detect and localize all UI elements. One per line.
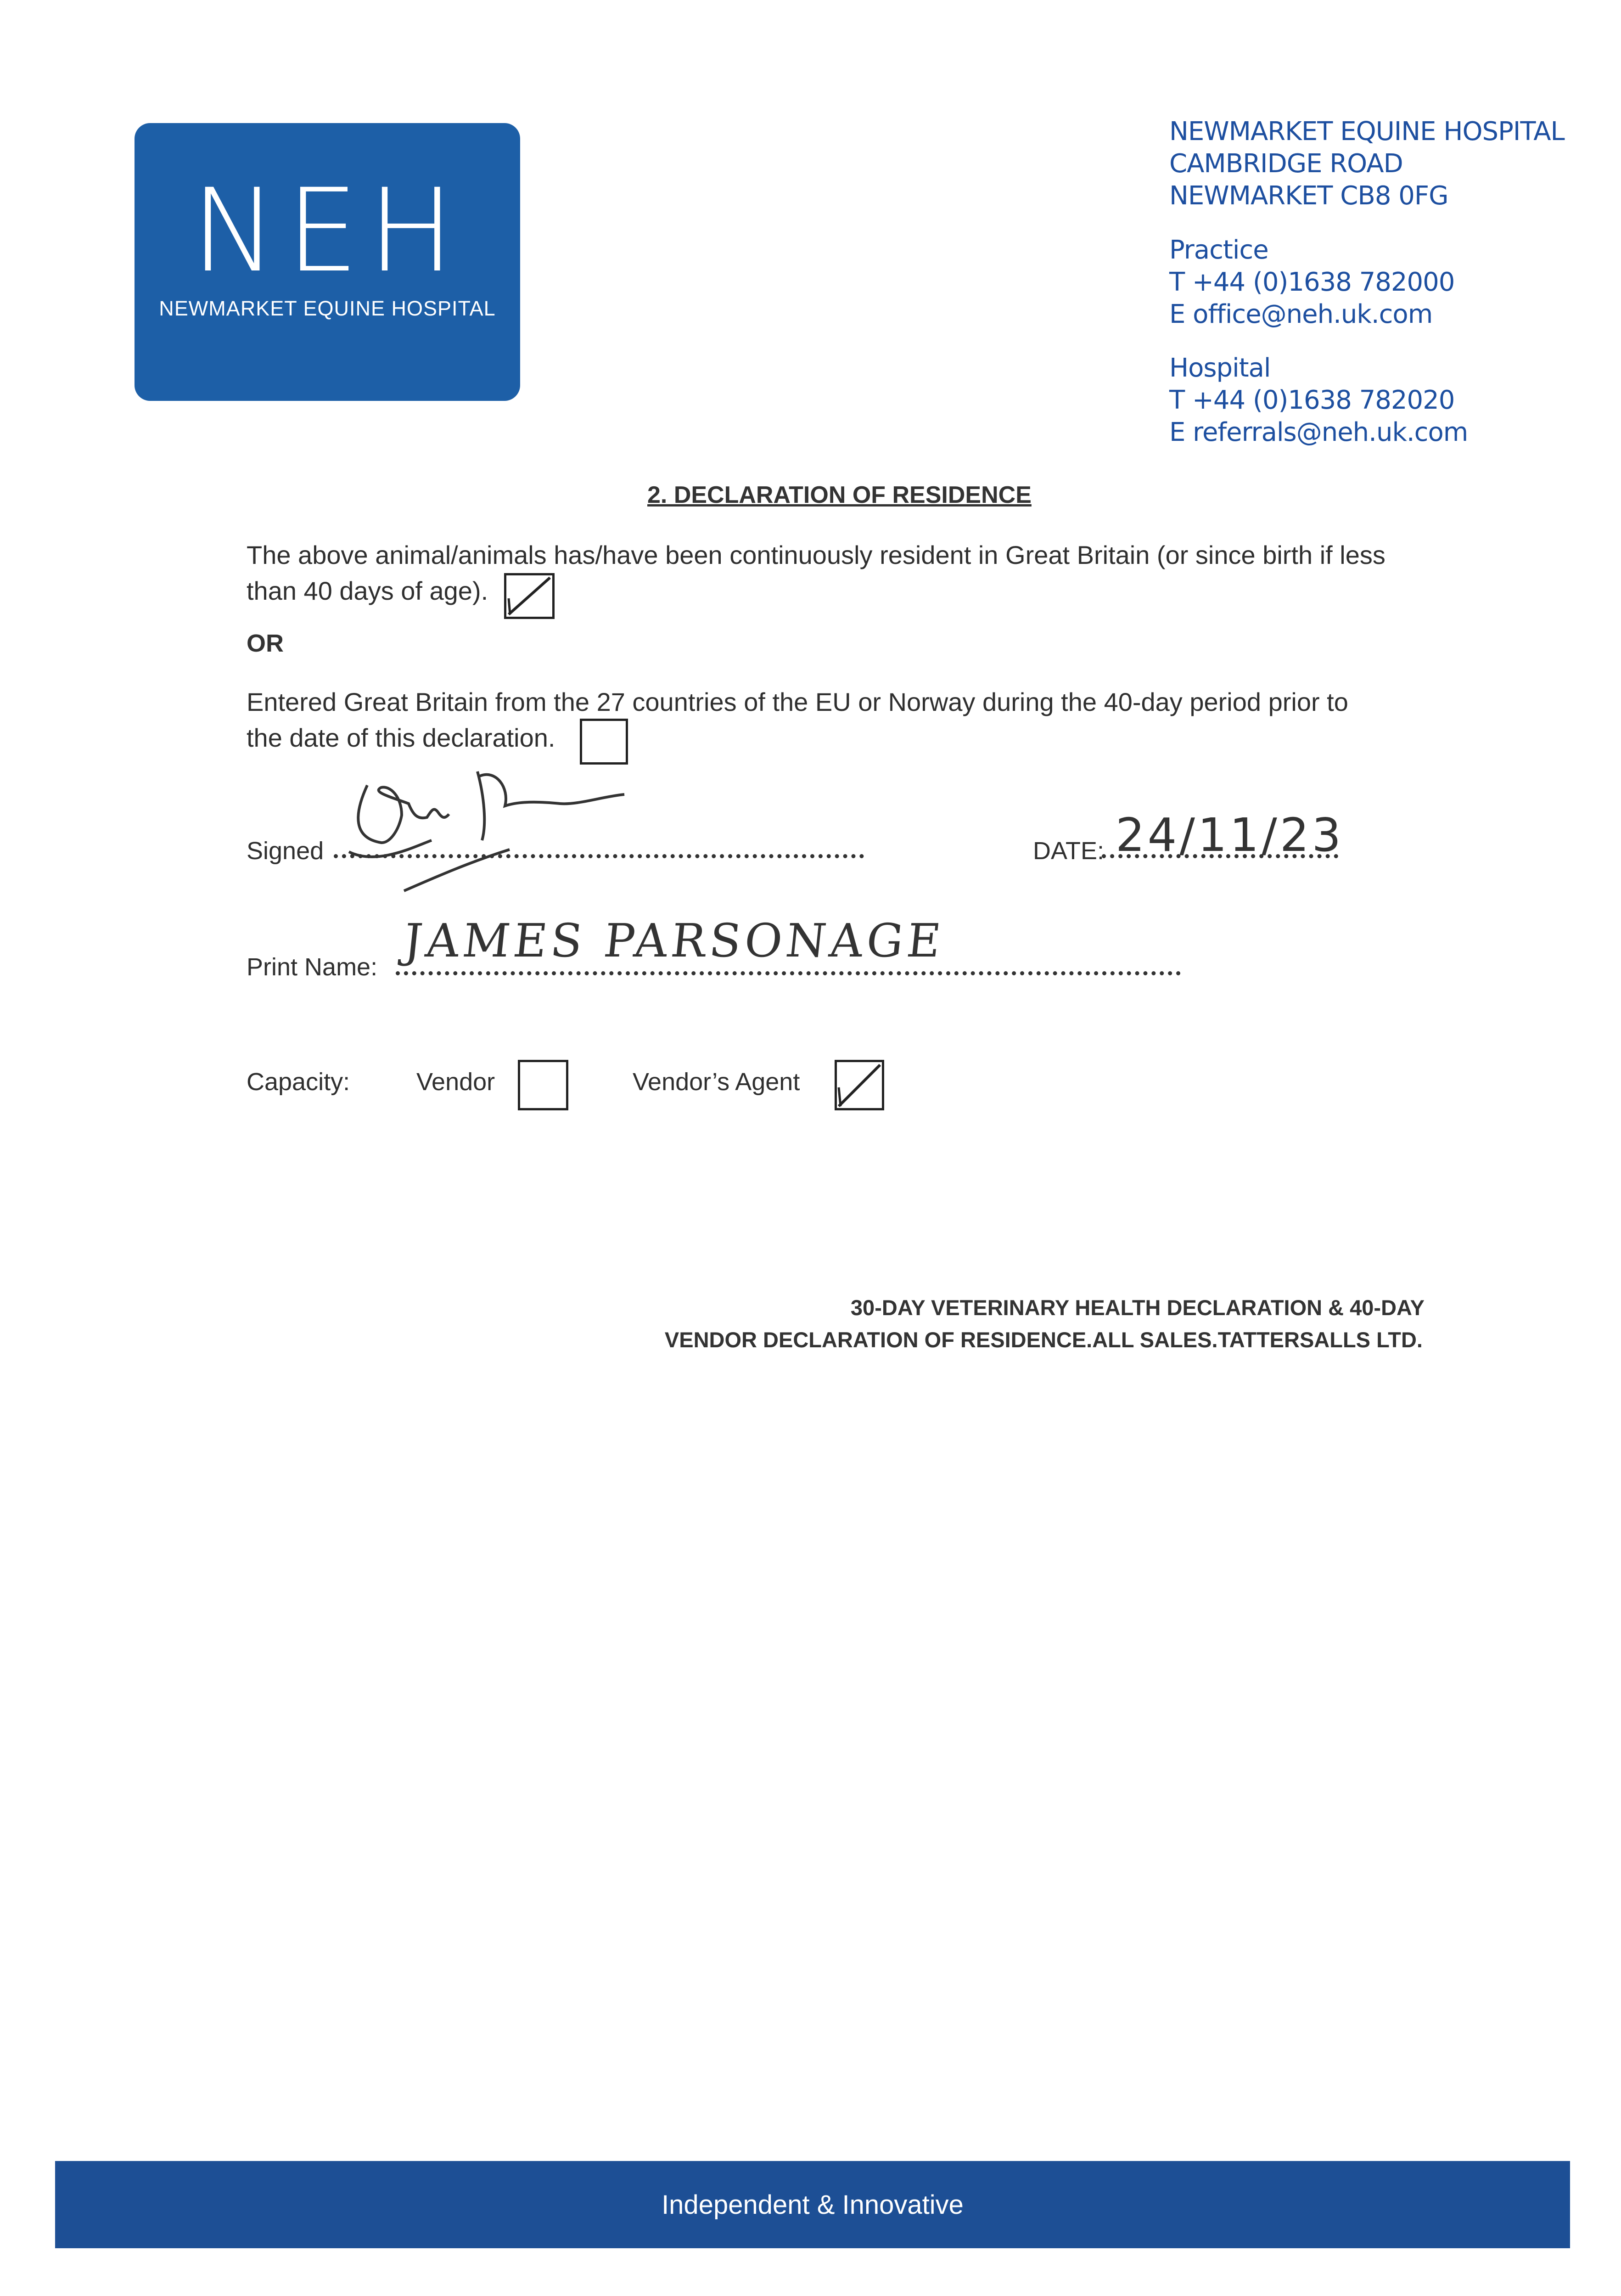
option1-text	[247, 537, 1385, 609]
handwritten-signature	[321, 760, 652, 912]
vendor-agent-checkbox[interactable]	[835, 1060, 884, 1110]
vendor-label: Vendor	[416, 1068, 495, 1096]
vendor-agent-label: Vendor’s Agent	[633, 1068, 800, 1096]
footer-note-line1: 30-DAY VETERINARY HEALTH DECLARATION & 40-DAY	[850, 1295, 1425, 1320]
check-mark-icon	[837, 1062, 882, 1108]
practice-label: Practice	[1169, 235, 1268, 265]
footer-band	[55, 2161, 1570, 2248]
option2-checkbox[interactable]	[580, 719, 628, 765]
address-line-3: NEWMARKET CB8 0FG	[1169, 181, 1448, 211]
address-line-2: CAMBRIDGE ROAD	[1169, 149, 1403, 179]
capacity-label: Capacity:	[247, 1068, 350, 1096]
check-mark-icon	[506, 575, 552, 617]
hospital-contact	[1169, 352, 1468, 449]
option1-checkbox[interactable]	[504, 573, 555, 619]
print-name-line	[396, 971, 1181, 975]
option2-line2: the date of this declaration.	[247, 723, 555, 752]
option2-text	[247, 684, 1348, 756]
section-title: 2. DECLARATION OF RESIDENCE	[647, 482, 1032, 508]
signed-label: Signed	[247, 837, 324, 865]
footer-tagline: Independent & Innovative	[662, 2190, 964, 2220]
or-label: OR	[247, 630, 284, 657]
practice-contact	[1169, 234, 1454, 331]
practice-phone: T +44 (0)1638 782000	[1169, 267, 1455, 297]
address-line-1: NEWMARKET EQUINE HOSPITAL	[1169, 117, 1565, 146]
logo-initials: NEH	[191, 164, 464, 298]
logo-name: NEWMARKET EQUINE HOSPITAL	[159, 297, 496, 320]
vendor-checkbox[interactable]	[518, 1060, 568, 1110]
practice-email: E office@neh.uk.com	[1169, 299, 1433, 329]
hospital-email: E referrals@neh.uk.com	[1169, 417, 1468, 447]
option2-line1: Entered Great Britain from the 27 countries of the EU or Norway during the 40-day period prior to	[247, 687, 1348, 716]
date-label: DATE:	[1033, 837, 1105, 865]
hospital-phone: T +44 (0)1638 782020	[1169, 385, 1455, 415]
date-value: 24/11/23	[1116, 808, 1344, 862]
hospital-label: Hospital	[1169, 353, 1271, 383]
print-name-label: Print Name:	[247, 953, 378, 981]
neh-logo	[135, 123, 520, 401]
option1-line1: The above animal/animals has/have been continuously resident in Great Britain (or since birth if less	[247, 540, 1385, 569]
print-name-value: JAMES PARSONAGE	[401, 914, 947, 968]
footer-note-line2: VENDOR DECLARATION OF RESIDENCE.ALL SALES.TATTERSALLS LTD.	[664, 1328, 1423, 1352]
option1-line2: than 40 days of age).	[247, 576, 488, 605]
hospital-address	[1169, 116, 1565, 212]
